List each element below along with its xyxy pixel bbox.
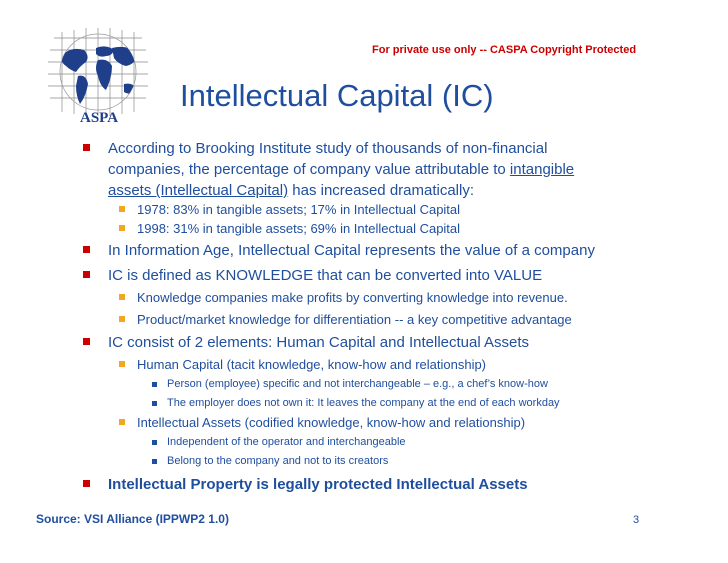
list-item: Independent of the operator and interchangeable xyxy=(167,435,406,450)
bullet-marker-icon xyxy=(119,361,125,367)
bullet-marker-icon xyxy=(119,294,125,300)
bullet-marker-icon xyxy=(83,246,90,253)
bullet-marker-icon xyxy=(83,338,90,345)
list-item: IC consist of 2 elements: Human Capital and Intellectual Assets xyxy=(108,332,529,353)
bullet-marker-icon xyxy=(119,316,125,322)
list-item: Person (employee) specific and not interchangeable – e.g., a chef’s know-how xyxy=(167,377,548,392)
list-item: Intellectual Assets (codified knowledge, know-how and relationship) xyxy=(137,414,525,432)
list-item: In Information Age, Intellectual Capital represents the value of a company xyxy=(108,240,595,261)
slide-title: Intellectual Capital (IC) xyxy=(180,78,494,113)
list-item: Intellectual Property is legally protected Intellectual Assets xyxy=(108,474,528,495)
list-item: Knowledge companies make profits by converting knowledge into revenue. xyxy=(137,289,568,307)
list-item-continuation: companies, the percentage of company value attributable to intangible xyxy=(108,161,575,178)
bullet-marker-icon xyxy=(119,225,125,231)
copyright-notice: For private use only -- CASPA Copyright Protected xyxy=(372,44,637,56)
aspa-globe-logo-icon xyxy=(40,26,152,126)
bullet-marker-icon xyxy=(152,382,157,387)
bullet-marker-icon xyxy=(152,401,157,406)
list-item: According to Brooking Institute study of thousands of non-financial xyxy=(108,138,547,159)
bullet-marker-icon xyxy=(83,271,90,278)
source-citation: Source: VSI Alliance (IPPWP2 1.0) xyxy=(36,512,229,526)
bullet-marker-icon xyxy=(119,206,125,212)
list-item: Human Capital (tacit knowledge, know-how and relationship) xyxy=(137,356,486,374)
list-item: Belong to the company and not to its creators xyxy=(167,454,388,469)
bullet-marker-icon xyxy=(83,144,90,151)
bullet-marker-icon xyxy=(119,419,125,425)
list-item: The employer does not own it: It leaves the company at the end of each workday xyxy=(167,396,560,411)
list-item: IC is defined as KNOWLEDGE that can be converted into VALUE xyxy=(108,265,542,286)
bullet-marker-icon xyxy=(83,480,90,487)
bullet-marker-icon xyxy=(152,440,157,445)
page-number: 3 xyxy=(633,514,640,526)
list-item-continuation: assets (Intellectual Capital) has increased dramatically: xyxy=(108,182,475,199)
logo-text: ASPA xyxy=(80,110,119,126)
bullet-marker-icon xyxy=(152,459,157,464)
list-item: 1998: 31% in tangible assets; 69% in Intellectual Capital xyxy=(137,220,460,238)
list-item: 1978: 83% in tangible assets; 17% in Intellectual Capital xyxy=(137,201,460,219)
list-item: Product/market knowledge for differentiation -- a key competitive advantage xyxy=(137,311,572,329)
